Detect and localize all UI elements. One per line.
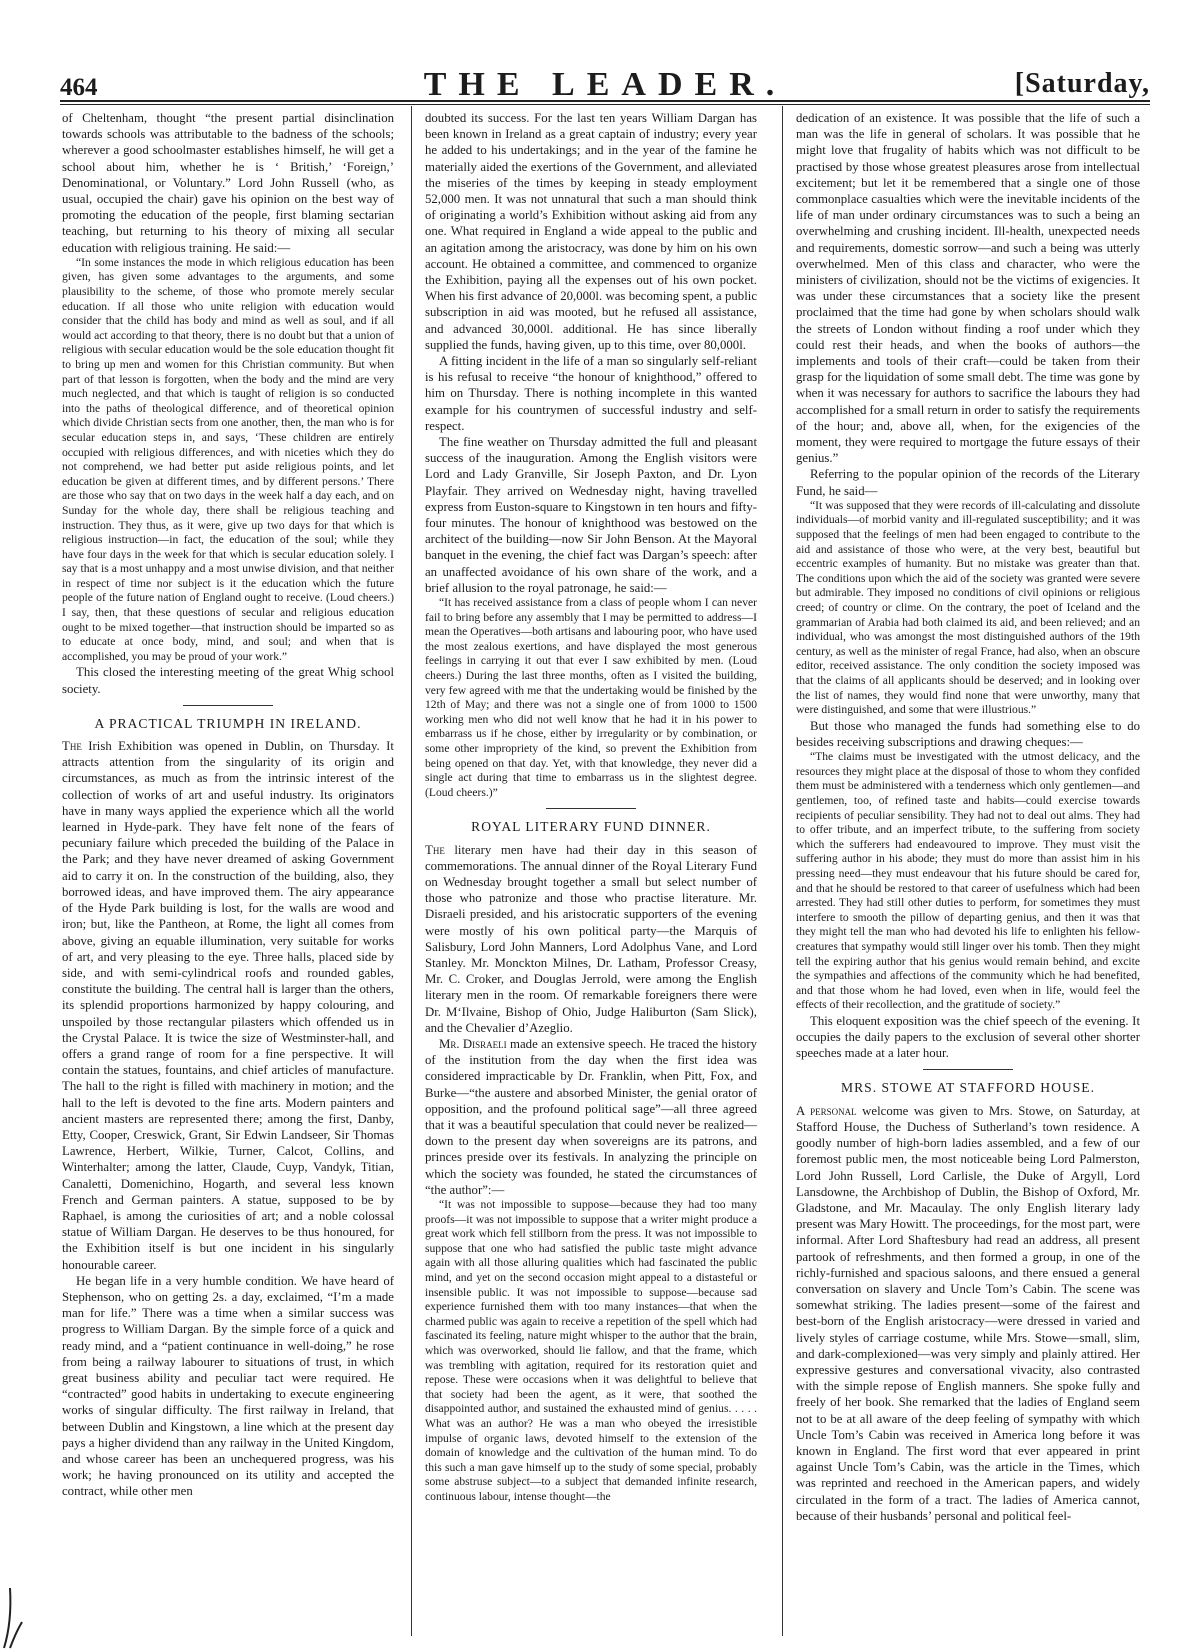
- paragraph: doubted its success. For the last ten years William Dargan has been known in Ireland as a great captain of industry; every year he added to his undertakings; and in the year of the famine he materially aided the exertions of the Government, and alleviated the miseries of the times by keeping in steady employment 52,000 men. It was not unnatural that such a man should think of originating a world’s Exhibition without asking aid from any one. What required in England a wide appeal to the public and an agitation among the aristocracy, was done by him on his own account. He obtained a committee, and commenced to organize the Exhibition, paying all the expenses out of his own pocket. When his first advance of 20,000l. was becoming spent, a public subscription in aid was mooted, but he refused all assistance, and advanced 30,000l. additional. He has since liberally supplied the funds, having given, up to this time, over 80,000l.: [425, 111, 757, 352]
- quotation: “In some instances the mode in which religious education has been given, has given some advantages to the arguments, and some plausibility to the scheme, of those who promote merely secular education. If all those who unite religion with education would consider that the child has body and mind as well as soul, and if all would act according to that theory, there is no doubt but that a union of religious with secular education would be the sole education thought fit to bring up men and women for this Christian community. But when part of that lesson is forgotten, when the body and the mind are very much neglected, and that which is taught of religion is so conducted into the paths of theological difference, and of theoretical opinion which divide Christian sects from one another, then, the man who is for secular education steps in, and says, ‘These children are entirely occupied with religious differences, and with niceties which they do not comprehend, we had better put aside religious points, and let education be given at different times, and by different persons.’ There are those who say that on two days in the week half a day each, and on Sunday for the whole day, there shall be religious teaching and instruction. They thus, as it were, give up two days for that which is religious instruction—in fact, the education of the soul; while they have four days in the week for that which is secular education solely. I say that is a most unhappy and a most unwise division, and that neither in respect of time nor subject is it the education which the future people of the future nation of England ought to receive. (Loud cheers.) I say, then, that these questions of secular and religious education ought to be mixed together—that instruction should be imparted so as to educate at once body, mind, and soul; and when that is accomplished, you may be proud of your work.”: [62, 255, 394, 663]
- paragraph: [425, 842, 757, 1036]
- article-heading: A PRACTICAL TRIUMPH IN IRELAND.: [94, 715, 362, 731]
- lead-word: The: [62, 739, 82, 754]
- section-divider: [923, 1069, 1013, 1070]
- paragraph-text: Irish Exhibition was opened in Dublin, on Thursday. It attracts attention from the singularity of its origin and circumstances, as much as from the intrinsic interest of the collection of works of art and useful industry. Its originators have in many ways applied the experience which all the world learned in Hyde-park. They have felt none of the fears of pecuniary failure which preceded the building of the Palace in the Park; and they have never dreamed of asking Government aid to carry it on. In the construction of the building, also, they borrowed ideas, and have improved them. The airy appearance of the Hyde Park building is lost, for the walls are wood and iron; but, like the Pantheon, at Rome, the light all comes from above, giving an equable illumination, very suitable for works of art, and very pleasing to the eye. Three halls, placed side by side, and with semi-cylindrical roofs and rounded gables, constitute the building. The central hall is larger than the others, its splendid proportions harmonized by happy colouring, and unspoiled by those rectangular pilasters which offended us in the Crystal Palace. It is twice the size of Westminster-hall, and offers a grand range of room for a fine perspective. It will contain the statues, fountains, and chief articles of manufacture. The hall to the right is filled with machinery in motion; and the hall to the left is devoted to the fine arts. Modern painters and ancient masters are represented there; among the first, Danby, Etty, Cooper, Creswick, Grant, Sir Edwin Landseer, Sir Thomas Lawrence, Herbert, Wilkie, Turner, Calcot, Collins, and Winterhalter; among the latter, Claude, Cuyp, Vandyk, Titian, Canaletti, Domenichino, Hogarth, and several less known French and German painters. A statue, supposed to be by Raphael, is among the curiosities of art; and a noble colossal statue of William Dargan. He deserves to be thus honoured, for the Exhibition itself is but one incident in his singularly honourable career.: [62, 739, 394, 1272]
- paragraph-text: made an extensive speech. He traced the history of the institution from the day when the first idea was considered impracticable by Dr. Franklin, when Pitt, Fox, and Burke—“the austere and absorbed Minister, the genial orator of opposition, and the profound political sage”—all three agreed that it was a beautiful speculation that could never be realized—down to the present day when sovereigns are its patrons, and princes preside over its festivals. In analyzing the principle on which the society was founded, he stated the circumstances of “the author”:—: [425, 1037, 757, 1197]
- page-number: 464: [60, 74, 98, 101]
- paragraph: [425, 1036, 757, 1198]
- column-3: [796, 110, 1140, 1635]
- newspaper-title: THE LEADER.: [423, 66, 787, 103]
- paragraph: [796, 1103, 1140, 1524]
- quotation: “It was not impossible to suppose—because they had too many proofs—it was not impossible to suppose that a writer might produce a great work which fell stillborn from the press. It was not impossible to suppose that one who had satisfied the public taste might advance again with all those alluring qualities which had fascinated the public mind, and yet on the second occasion might appeal to a distasteful or insensible public. It was not impossible to suppose—because sad experience furnished them with too many instances—that when the charmed public was again to receive a repetition of the spell which had fascinated its feeling, nature might whisper to the author that the brain, which was overworked, should lie fallow, and that the frame, which was trembling with agitation, required for its restoration quiet and repose. These were occasions when it was delightful to believe that that society had been the agent, as it were, that soothed the disappointed author, and sustained the exhausted mind of genius. . . . . What was an author? He was a man who obeyed the irresistible impulse of organic laws, devoted himself to the extension of the domain of knowledge and the cultivation of the human mind. To do this such a man gave himself up to the study of some special, probably some abstruse subject—to a subject that demanded infinite research, continuous labour, intense thought—the: [425, 1198, 757, 1503]
- paragraph: This closed the interesting meeting of the great Whig school society.: [62, 665, 394, 696]
- paragraph: But those who managed the funds had something else to do besides receiving subscriptions and drawing cheques:—: [796, 718, 1140, 749]
- paragraph: of Cheltenham, thought “the present partial disinclination towards schools was attributable to the badness of the schools; wherever a good schoolmaster establishes himself, he will get a school about him, whether he is ‘ British,’ ‘Foreign,’ Denominational, or Voluntary.” Lord John Russell (who, as usual, occupied the chair) gave his opinion on the best way of promoting the education of the people, first blaming sectarian teaching, but returning to his theory of mixing all secular education with religious training. He said:—: [62, 111, 394, 255]
- column-2: [425, 110, 757, 1635]
- column-1: [62, 110, 394, 1635]
- quotation: “It was supposed that they were records of ill-calculating and dissolute individuals—of morbid vanity and ill-regulated susceptibility; and it was supposed that the feelings of men had been engaged to contribute to the aid and assistance of those who were, at the very best, beautiful but eccentric examples of humanity. But no mistake was greater than that. The conditions upon which the aid of the society was granted were severe but admirable. They imposed no conditions of civil opinions or religious creed; of country or clime. On the contrary, the poet of Iceland and the grammarian of Arabia had both claimed its aid, and been relieved; and an individual, who was amongst the most distinguished authors of the 19th century, as well as the minister of regal France, had also, when an obscure editor, received assistance. The only condition the society imposed was that the claims of all applicants should be deserved; and in looking over the list of names, they would find none that were unworthy, many that were distinguished, and some that were illustrious.”: [796, 498, 1140, 717]
- article-heading: ROYAL LITERARY FUND DINNER.: [471, 819, 711, 835]
- column-divider: [411, 106, 412, 1636]
- margin-mark: [0, 1582, 40, 1652]
- paragraph: This eloquent exposition was the chief speech of the evening. It occupies the daily papers to the exclusion of several other shorter speeches made at a later hour.: [796, 1013, 1140, 1061]
- issue-day: [Saturday,: [1014, 68, 1150, 99]
- paragraph: Referring to the popular opinion of the records of the Literary Fund, he said—: [796, 467, 1140, 498]
- paragraph: The fine weather on Thursday admitted the full and pleasant success of the inauguration. Among the English visitors were Lord and Lady Granville, Sir Joseph Paxton, and Dr. Lyon Playfair. They arrived on Wednesday night, having travelled express from Euston-square to Kingstown in ten hours and fifty-four minutes. The honour of knighthood was bestowed on the architect of the building—now Sir John Benson. At the Mayoral banquet in the evening, the chief fact was Dargan’s speech: after an unaffected avoidance of his own share of the work, and a brief allusion to the royal patronage, he said:—: [425, 435, 757, 595]
- article-heading: MRS. STOWE AT STAFFORD HOUSE.: [840, 1080, 1096, 1096]
- section-divider: [183, 705, 273, 706]
- quotation: “It has received assistance from a class of people whom I can never fail to bring before any assembly that I may be permitted to address—I mean the Operatives—both artisans and labouring poor, who have used the most zealous exertions, and have displayed the most generous feelings in carrying it out that ever I saw exhibited by men. (Loud cheers.) During the last three months, often as I visited the building, very few agreed with me that the undertaking would be finished by the 12th of May; and there was not a single one of from 1000 to 1500 working men who did not well know that he had it in his power to embarrass us if he chose, either by irregularity or by combination, or some other impropriety of the kind, so prevent the Exhibition from being opened on that day. Yet, with that knowledge, they never did a single act during that time to embarrass us in the slightest degree. (Loud cheers.)”: [425, 596, 757, 799]
- masthead: [60, 62, 1150, 102]
- paragraph: [62, 738, 394, 1273]
- paragraph: A fitting incident in the life of a man so singularly self-reliant is his refusal to receive “the honour of knighthood,” offered to him on Thursday. There is nothing incomplete in this wanted example for his countrymen of successful industry and self-respect.: [425, 354, 757, 433]
- paragraph-text: welcome was given to Mrs. Stowe, on Saturday, at Stafford House, the Duchess of Sutherland’s town residence. A goodly number of high-born ladies assembled, and a few of our foremost public men, the most noticeable being Lord Palmerston, Lord John Russell, Lord Carlisle, the Duke of Argyll, Lord Lansdowne, the Archbishop of Dublin, the Bishop of Oxford, Mr. Gladstone, and Mr. Macaulay. The only English literary lady present was Mary Howitt. The proceedings, for the most part, were informal. After Lord Shaftesbury had read an address, all present partook of refreshments, and then formed a group, in one of the richly-furnished and spacious saloons, and there ensued a general conversation on slavery and Uncle Tom’s Cabin. The scene was somewhat striking. The ladies present—some of the fairest and best-born of the English aristocracy—were dressed in varied and lively styles of carriage costume, while Mrs. Stowe—small, slim, and dark-complexioned—was very simply and plainly attired. Her expressive gestures and conversational vivacity, also contrasted with the simple repose of English manners. She spoke fully and freely of her book. She remarked that the ladies of England seem not to be at all aware of the deep feeling of sympathy with which Uncle Tom’s Cabin was received in America long before it was known in England. The first word that ever appeared in print against Uncle Tom’s Cabin, was the article in the Times, which was reprinted and reechoed in the American papers, and widely circulated in the form of a tract. The ladies of America cannot, because of their husbands’ personal and political feel-: [796, 1103, 1140, 1523]
- lead-word: A personal: [796, 1103, 857, 1118]
- column-divider: [782, 106, 783, 1636]
- paragraph: He began life in a very humble condition. We have heard of Stephenson, who on getting 2s. a day, exclaimed, “I’m a made man for life.” There was a time when a similar success was progress to William Dargan. By the simple force of a quick and ready mind, and a “patient continuance in well-doing,” he rose from being a railway labourer to situations of trust, in which great business ability and peculiar tact were required. He “contracted” good habits in undertaking to execute engineering works of singular difficulty. The first railway in Ireland, that between Dublin and Kingstown, a line which at the present day pays a higher dividend than any railway in the United Kingdom, and whose career has been an unchequered progress, was his work; he having pronounced on its utility and accepted the contract, while other men: [62, 1273, 394, 1499]
- section-divider: [546, 808, 636, 809]
- paragraph-text: literary men have had their day in this season of commemorations. The annual dinner of the Royal Literary Fund on Wednesday brought together a small but select number of those who patronize and those who practise literature. Mr. Disraeli presided, and his aristocratic supporters of the evening were mostly of his own political party—the Marquis of Salisbury, Lord John Manners, Lord Adolphus Vane, and Lord Stanley. Mr. Monckton Milnes, Dr. Latham, Professor Creasy, Mr. C. Croker, and Douglas Jerrold, were among the English literary men in the room. Of remarkable foreigners there were Dr. M‘Ilvaine, Bishop of Ohio, Judge Haliburton (Sam Slick), and the Chevalier d’Azeglio.: [425, 842, 757, 1035]
- lead-word: Mr. Disraeli: [439, 1037, 507, 1052]
- paragraph: dedication of an existence. It was possible that the life of such a man was the life in general of scholars. It was possible that he might love that frugality of habits which was not difficult to be practised by those whose greatest pleasures arose from intellectual excitement; but let it be remembered that a single one of those commonplace casualties which were the inevitable incidents of the life of man under ordinary circumstances was to such a being an overwhelming and crushing incident. Ill-health, unexpected needs and requirements, domestic sorrow—and such a being was utterly overwhelmed. Men of this class and character, who were the ministers of civilization, should not be the victims of exigencies. It was under these circumstances that a society like the present proclaimed that the time had gone by when scholars should walk the streets of London without finding a roof under which they could rest their heads, and when the books of authors—the implements and tools of their craft—could be taken from their grasp for the liquidation of some small debt. The time was gone by when it was necessary for authors to sacrifice the labours they had accomplished for a small return in order to satisfy the requirements of the hour; and, above all, when, for the exigencies of the moment, they were required to mortgage the future essays of their genius.”: [796, 111, 1140, 466]
- quotation: “The claims must be investigated with the utmost delicacy, and the resources they might place at the disposal of those to whom they confided them must be administered with a tenderness which only gentlemen—and gentlemen, too, of refined taste and habits—could exercise towards recipients of peculiar sensibility. They had not to deal out alms. They had to offer tribute, and an imperfect tribute, to the suffering from society which the sufferers had endeavoured to improve. They must visit the suffering author in his abode; they must do more than assist him in his pressing need—they must endeavour that his future should be cared for, and that he should be restored to that career of usefulness which had been arrested. They had still other duties to perform, for sometimes they must interfere to smooth the pillow of departing genius, and then it was that they might tell the man who had devoted his life to enlighten his fellow-creatures that sympathy would still linger over his tomb. Then they might tell the expiring author that his genius would remain behind, and excite the sympathies and affections of the community which he had benefited, and that those whom he had loved, even when in life, would feel the effects of their recollection, and the gratitude of society.”: [796, 750, 1140, 1012]
- header-rule-thin: [60, 104, 1150, 105]
- header-rule-thick: [60, 100, 1150, 102]
- lead-word: The: [425, 842, 445, 857]
